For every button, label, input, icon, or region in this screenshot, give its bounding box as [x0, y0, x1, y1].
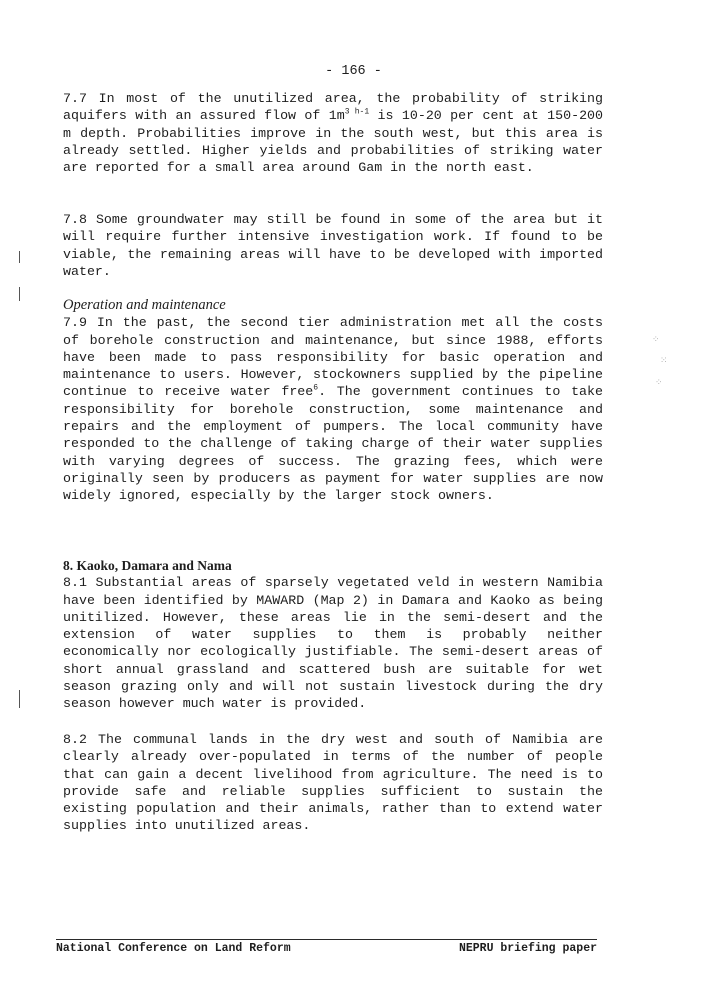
- section-8-heading: 8. Kaoko, Damara and Nama: [63, 558, 232, 573]
- paragraph-7-8: [63, 211, 603, 280]
- footer-paper-label: NEPRU briefing paper: [458, 942, 597, 955]
- paragraph-8-2-text: 8.2 The communal lands in the dry west and south of Namibia are clearly already over-populated in terms of the number of people that can gain a decent livelihood from agriculture. The need is to provide safe and reliable supplies sufficient to sustain the existing population and their animals, rather than to extend water supplies into unutilized areas.: [63, 732, 603, 834]
- paragraph-8-2: [63, 731, 603, 835]
- scan-speckle: ⁙: [660, 356, 668, 366]
- paragraph-7-8-text: 7.8 Some groundwater may still be found in some of the area but it will require further intensive investigation work. If found to be viable, the remaining areas will have to be developed with imported water.: [63, 212, 603, 279]
- scan-mark: [19, 690, 20, 708]
- section-operation-maintenance: [63, 297, 603, 505]
- paragraph-8-1-text: 8.1 Substantial areas of sparsely vegetated veld in western Namibia have been identified by MAWARD (Map 2) in Damara and Kaoko as being unitilized. However, these areas lie in the semi-desert and the extension of water supplies to them is probably neither economically nor ecologically justifiable. The semi-desert areas of short annual grassland and scattered bush are suitable for wet season grazing only and will not sustain livestock during the dry season however much water is provided.: [63, 575, 603, 712]
- scan-speckle: ⁘: [652, 335, 660, 345]
- page-number: - 166 -: [325, 64, 382, 79]
- scan-speckle: ⁘: [655, 378, 663, 388]
- scan-mark: [19, 251, 20, 263]
- section-8: [63, 557, 603, 713]
- footer-rule: [56, 939, 597, 940]
- paragraph-7-7-text: 7.7 In most of the unutilized area, the probability of striking aquifers with an assured flow of 1m: [63, 91, 603, 124]
- paragraph-7-9-text-rest: . The government continues to take responsibility for borehole construction, some maintenance and repairs and the employment of pumpers. The local community have responded to the challenge of taking charge of their water supplies with varying degrees of success. The grazing fees, which were originally seen by producers as payment for water supplies are now widely ignored, especially by the larger stock owners.: [63, 384, 603, 504]
- paragraph-7-9-superscript: 6: [313, 384, 319, 394]
- paragraph-7-9-text: 7.9 In the past, the second tier administration met all the costs of borehole construction and maintenance, but since 1988, efforts have been made to pass responsibility for basic operation and maintenance to users. However, stockowners supplied by the pipeline continue to receive water free: [63, 315, 603, 400]
- paragraph-7-7: [63, 90, 603, 176]
- operation-maintenance-heading: Operation and maintenance: [63, 297, 226, 313]
- footer-conference-title: National Conference on Land Reform: [56, 942, 291, 955]
- scan-mark: [19, 287, 20, 301]
- paragraph-7-7-superscript: 3 h-1: [344, 107, 370, 117]
- paragraph-7-7-text-rest: is 10-20 per cent at 150-200 m depth. Probabilities improve in the south west, but this area is already settled. Higher yields and probabilities of striking water are reported for a small area around Gam in the north east.: [63, 108, 604, 176]
